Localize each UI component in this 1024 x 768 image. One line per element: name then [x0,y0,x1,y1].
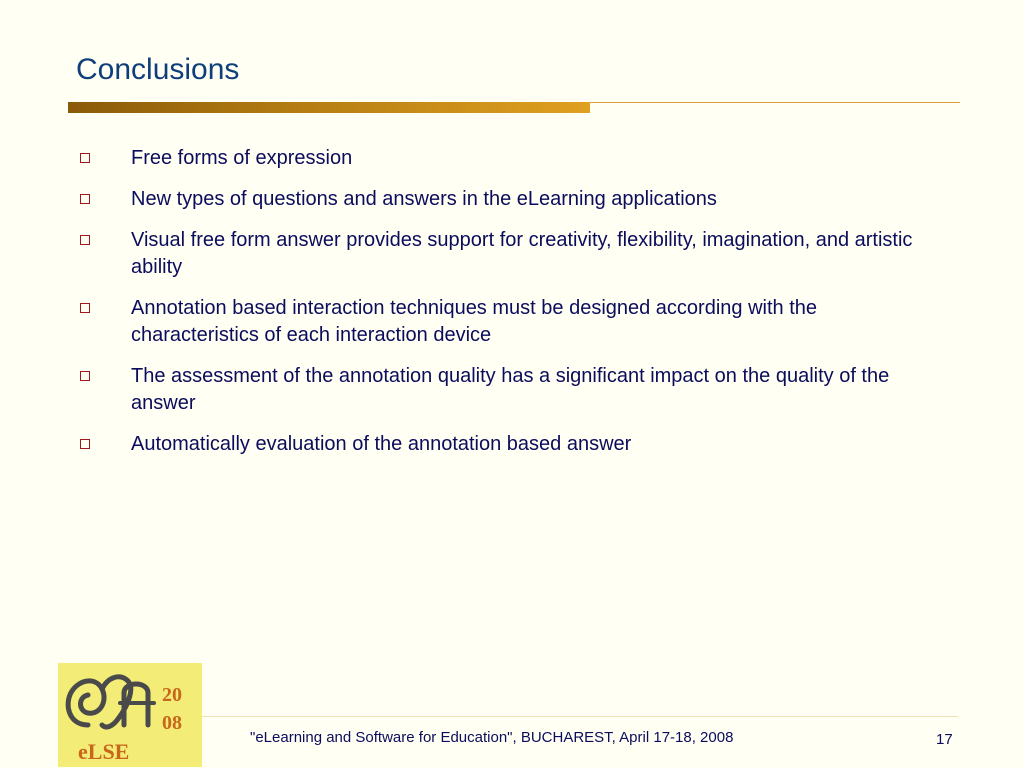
bullet-list [80,145,950,472]
bullet-item [80,145,950,172]
bullet-item [80,227,950,281]
bullet-text: Annotation based interaction techniques must be designed according with the characteristics of each interaction device [131,297,818,346]
square-bullet-icon [80,235,90,245]
bullet-item [80,363,950,417]
title-underline-thick [68,102,590,113]
bullet-item [80,431,950,458]
footer-conference-text: "eLearning and Software for Education", BUCHAREST, April 17-18, 2008 [250,729,734,746]
bullet-text: Visual free form answer provides support for creativity, flexibility, imagination, and artistic ability [131,229,913,278]
logo-year-bottom: 08 [162,712,182,734]
bullet-text: New types of questions and answers in the eLearning applications [131,188,717,210]
square-bullet-icon [80,439,90,449]
square-bullet-icon [80,303,90,313]
logo-year-top: 20 [162,684,182,706]
slide-title: Conclusions [76,53,240,86]
logo-name: eLSE [78,739,130,764]
square-bullet-icon [80,194,90,204]
bullet-text: Automatically evaluation of the annotation based answer [131,433,632,455]
bullet-text: Free forms of expression [131,147,353,169]
else-logo-icon [58,663,202,767]
square-bullet-icon [80,153,90,163]
title-underline-thin [590,102,960,103]
page-number: 17 [936,731,953,748]
else-2008-logo [58,663,202,767]
square-bullet-icon [80,371,90,381]
bullet-item [80,295,950,349]
bullet-item [80,186,950,213]
bullet-text: The assessment of the annotation quality has a significant impact on the quality of the answer [131,365,890,414]
footer-divider [202,716,958,717]
